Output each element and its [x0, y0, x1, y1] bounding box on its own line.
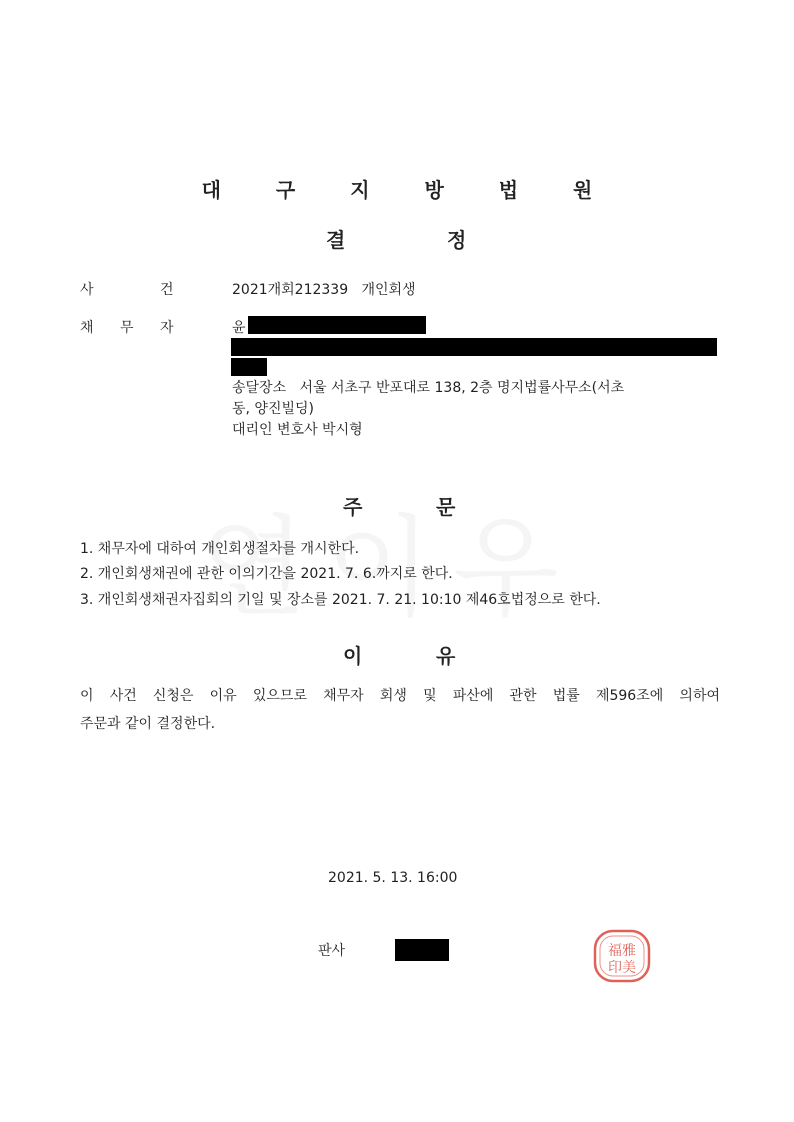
doc-type-right: 정 [447, 228, 467, 252]
debtor-label-a: 채 [80, 320, 94, 336]
redaction-judge-name [395, 939, 449, 961]
order-item-2: 2. 개인회생채권에 관한 이의기간을 2021. 7. 6.까지로 한다. [80, 566, 453, 582]
seal-text-top: 福雅 [608, 943, 636, 959]
order-heading-right: 문 [436, 495, 456, 519]
case-label-a: 사 [80, 282, 94, 298]
doc-type-left: 결 [326, 228, 346, 252]
redaction-name [248, 316, 426, 334]
debtor-name-initial: 윤 [232, 320, 246, 336]
decision-date: 2021. 5. 13. 16:00 [328, 870, 458, 886]
case-label-b: 건 [160, 282, 174, 298]
reason-heading-right: 유 [436, 644, 456, 668]
judge-label: 판사 [318, 943, 346, 959]
court-seal-stamp [592, 928, 652, 984]
service-address-line2: 동, 양진빌딩) [232, 401, 314, 417]
case-number: 2021개회212339 개인회생 [232, 282, 416, 298]
service-address-line1: 송달장소 서울 서초구 반포대로 138, 2층 명지법률사무소(서초 [232, 380, 625, 396]
debtor-label-b: 무 [120, 320, 134, 336]
redaction-address-tail [231, 358, 267, 376]
debtor-label-c: 자 [160, 320, 174, 336]
court-name: 대 구 지 방 법 원 [201, 178, 617, 202]
reason-line-2: 주문과 같이 결정한다. [80, 716, 216, 732]
reason-heading-left: 이 [343, 644, 363, 668]
redaction-address [231, 338, 717, 356]
order-item-1: 1. 채무자에 대하여 개인회생절차를 개시한다. [80, 541, 360, 557]
order-item-3: 3. 개인회생채권자집회의 기일 및 장소를 2021. 7. 21. 10:10 제46호법정으로 한다. [80, 592, 601, 608]
seal-text-bottom: 印美 [608, 960, 636, 976]
reason-line-1: 이 사건 신청은 이유 있으므로 채무자 회생 및 파산에 관한 법률 제596조에 의하여 [80, 688, 720, 704]
attorney: 대리인 변호사 박시형 [232, 422, 363, 438]
order-heading-left: 주 [343, 495, 363, 519]
